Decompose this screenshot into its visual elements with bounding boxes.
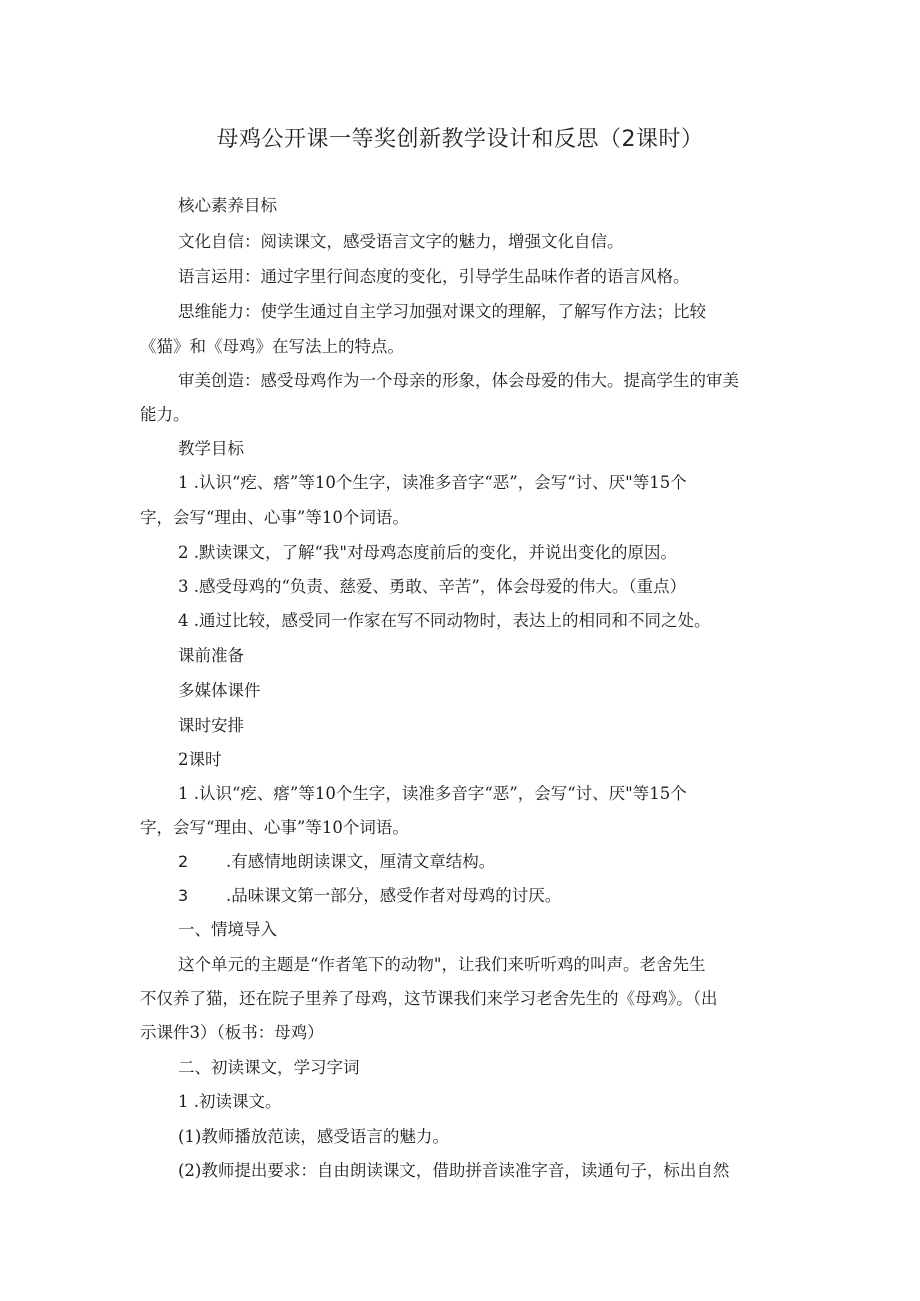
list-item-continuation: 字，会写“理由、心事”等10个词语。 [140, 818, 409, 837]
heading-section-2: 二、初读课文，学习字词 [178, 1058, 360, 1077]
list-item: 1 .认识“疙、瘩”等10个生字，读准多音字“恶”，会写“讨、厌"等15个 [178, 473, 687, 492]
paragraph-continuation: 示课件3）（板书：母鸡） [140, 1023, 324, 1042]
paragraph: 多媒体课件 [178, 681, 261, 700]
heading-teaching-goals: 教学目标 [178, 439, 244, 458]
paragraph: 语言运用：通过字里行间态度的变化，引导学生品味作者的语言风格。 [178, 267, 690, 286]
list-item: (1)教师播放范读，感受语言的魅力。 [178, 1127, 449, 1146]
list-item: 1 .初读课文。 [178, 1092, 282, 1111]
list-item: (2)教师提出要求：自由朗读课文，借助拼音读准字音，读通句子，标出自然 [178, 1161, 730, 1180]
list-item: 2 .默读课文，了解“我"对母鸡态度前后的变化，并说出变化的原因。 [178, 543, 678, 562]
document-title: 母鸡公开课一等奖创新教学设计和反思（2课时） [216, 127, 704, 152]
paragraph-continuation: 《猫》和《母鸡》在写法上的特点。 [140, 337, 404, 356]
list-item [178, 885, 561, 907]
heading-section-1: 一、情境导入 [178, 920, 277, 939]
list-item: 4 .通过比较，感受同一作家在写不同动物时，表达上的相同和不同之处。 [178, 611, 711, 630]
heading-core-goals: 核心素养目标 [178, 196, 277, 215]
list-number: 3 [178, 886, 189, 905]
paragraph: 这个单元的主题是“作者笔下的动物"，让我们来听听鸡的叫声。老舍先生 [178, 955, 706, 974]
paragraph: 2课时 [178, 750, 222, 769]
paragraph-continuation: 能力。 [140, 405, 190, 424]
paragraph: 文化自信：阅读课文，感受语言文字的魅力，增强文化自信。 [178, 232, 624, 251]
paragraph-continuation: 不仅养了猫，还在院子里养了母鸡，这节课我们来学习老舍先生的《母鸡》。（出 [140, 989, 718, 1008]
list-number: 2 [178, 852, 189, 871]
heading-preparation: 课前准备 [178, 646, 244, 665]
list-item-text: .品味课文第一部分，感受作者对母鸡的讨厌。 [226, 886, 562, 905]
list-item: 1 .认识“疙、瘩”等10个生字，读准多音字“恶”，会写“讨、厌"等15个 [178, 784, 687, 803]
list-item [178, 851, 495, 873]
list-item-text: .有感情地朗读课文，厘清文章结构。 [226, 852, 496, 871]
paragraph: 思维能力：使学生通过自主学习加强对课文的理解，了解写作方法；比较 [178, 302, 706, 321]
list-item-continuation: 字，会写“理由、心事”等10个词语。 [140, 508, 409, 527]
paragraph: 审美创造：感受母鸡作为一个母亲的形象，体会母爱的伟大。提高学生的审美 [178, 371, 739, 390]
heading-schedule: 课时安排 [178, 716, 244, 735]
list-item: 3 .感受母鸡的“负责、慈爱、勇敢、辛苦”，体会母爱的伟大。（重点） [178, 577, 687, 596]
